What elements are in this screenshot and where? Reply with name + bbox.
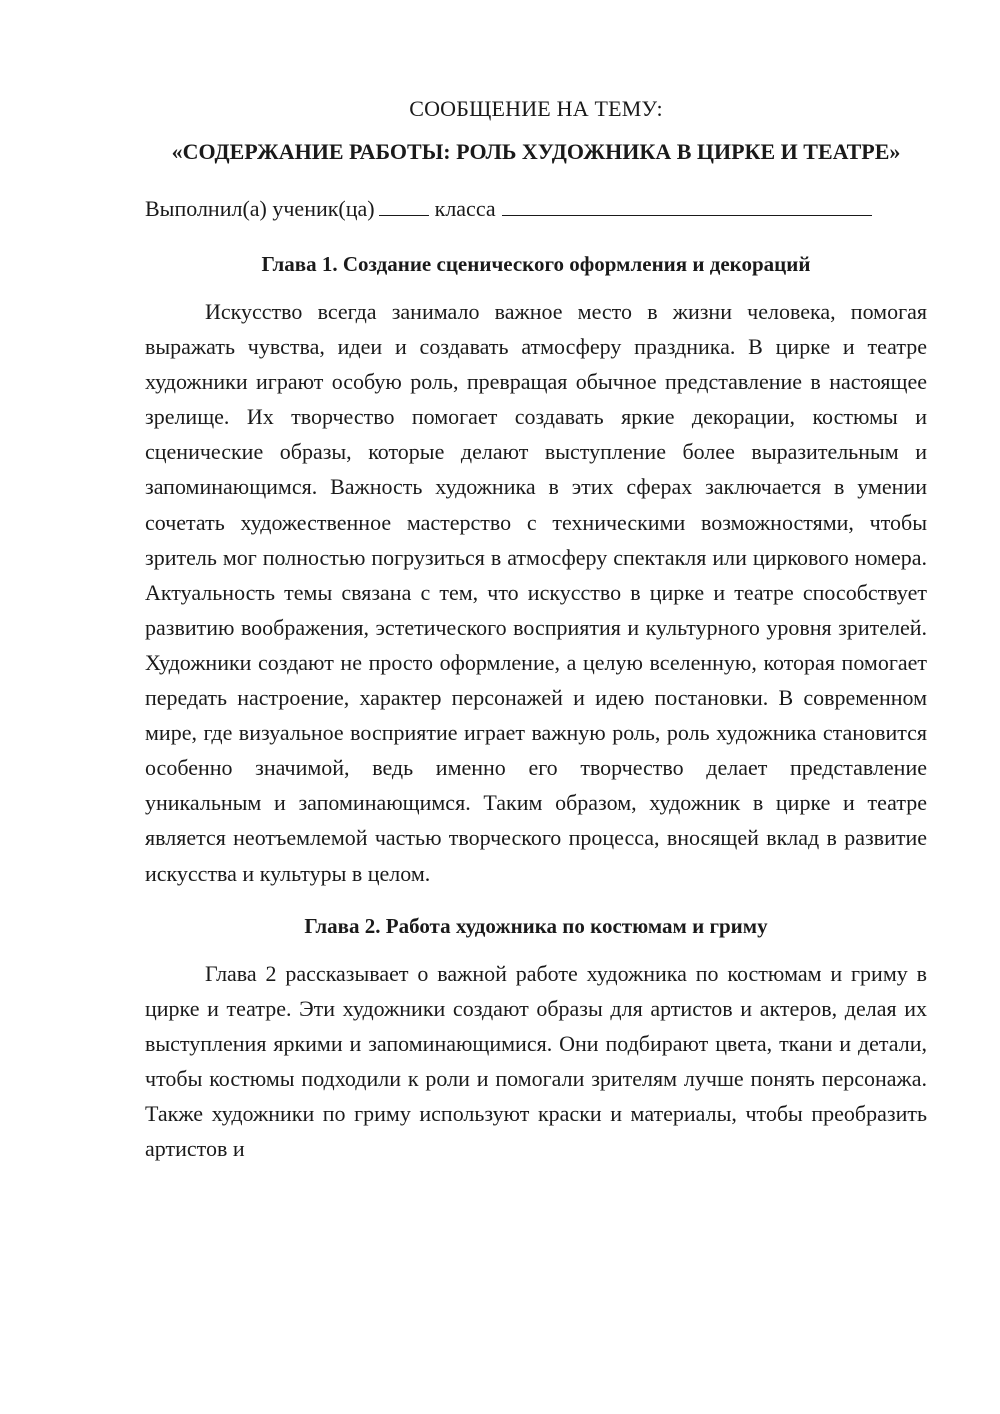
chapter-2-heading: Глава 2. Работа художника по костюмам и гриму [304,913,768,938]
class-word: класса [434,196,496,221]
author-prefix: Выполнил(а) ученик(ца) [145,196,375,221]
author-line [145,192,927,226]
chapter-1-heading: Глава 1. Создание сценического оформления и декораций [261,252,811,276]
grade-blank-line [379,193,429,216]
chapter-1-paragraph: Искусство всегда занимало важное место в жизни человека, помогая выражать чувства, идеи и создавать атмосферу праздника. В цирке и театре художники играют особую роль, превращая обычное представление в настоящее зрелище. Их творчество помогает создавать яркие декорации, костюмы и сценические образы, которые делают выступление более выразительным и запоминающимся. Важность художника в этих сферах заключается в умении сочетать художественное мастерство с техническими возможностями, чтобы зритель мог полностью погрузиться в атмосферу спектакля или циркового номера. Актуальность темы связана с тем, что искусство в цирке и театре способствует развитию воображения, эстетического восприятия и культурного уровня зрителей. Художники создают не просто оформление, а целую вселенную, которая помогает передать настроение, характер персонажей и идею постановки. В современном мире, где визуальное восприятие играет важную роль, роль художника становится особенно значимой, ведь именно его творчество делает представление уникальным и запоминающимся. Таким образом, художник в цирке и театре является неотъемлемой частью творческого процесса, вносящей вклад в развитие искусства и культуры в целом. [145,299,927,886]
document-label: СООБЩЕНИЕ НА ТЕМУ: [409,96,663,121]
name-blank-line [502,193,872,216]
document-title: «СОДЕРЖАНИЕ РАБОТЫ: РОЛЬ ХУДОЖНИКА В ЦИРКЕ И ТЕАТРЕ» [171,139,901,164]
document-page [145,92,927,1166]
chapter-2-paragraph: Глава 2 рассказывает о важной работе художника по костюмам и гриму в цирке и театре. Эти художники создают образы для артистов и актеров, делая их выступления яркими и запоминающимися. Они подбирают цвета, ткани и детали, чтобы костюмы подходили к роли и помогали зрителям лучше понять персонажа. Также художники по гриму используют краски и материалы, чтобы преобразить артистов и [145,960,927,1162]
